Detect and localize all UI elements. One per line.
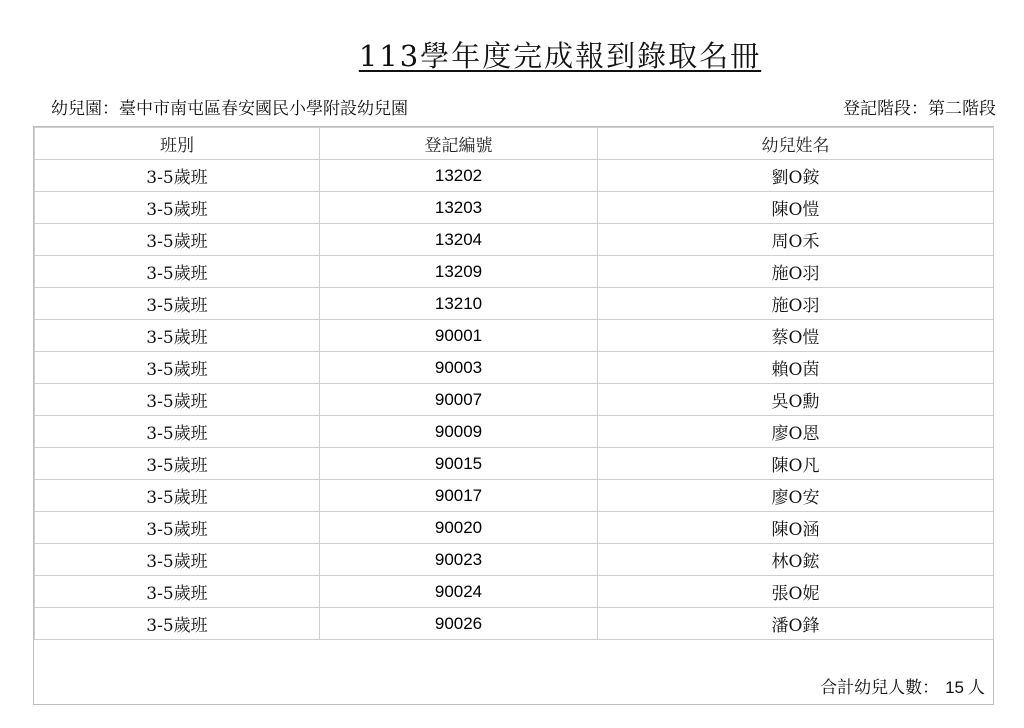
cell-child-name: 林O鋐 <box>598 544 994 576</box>
cell-child-name: 施O羽 <box>598 288 994 320</box>
table-row <box>35 352 994 384</box>
total-label: 合計幼兒人數： <box>820 678 940 698</box>
cell-class: 3-5歲班 <box>35 544 320 576</box>
cell-registration-id: 90003 <box>320 352 598 384</box>
roster-sheet <box>33 126 994 705</box>
cell-child-name: 潘O鋒 <box>598 608 994 640</box>
table-row <box>35 384 994 416</box>
cell-class: 3-5歲班 <box>35 288 320 320</box>
table-row <box>35 512 994 544</box>
table-row <box>35 576 994 608</box>
cell-child-name: 賴O茵 <box>598 352 994 384</box>
cell-class: 3-5歲班 <box>35 384 320 416</box>
cell-registration-id: 13210 <box>320 288 598 320</box>
cell-class: 3-5歲班 <box>35 448 320 480</box>
cell-child-name: 陳O凡 <box>598 448 994 480</box>
meta-row <box>51 94 996 118</box>
table-row <box>35 192 994 224</box>
column-header-id: 登記編號 <box>320 128 598 160</box>
total-unit: 人 <box>968 678 985 698</box>
table-row <box>35 416 994 448</box>
cell-class: 3-5歲班 <box>35 512 320 544</box>
total-count-line <box>820 673 985 698</box>
table-row <box>35 224 994 256</box>
cell-registration-id: 90023 <box>320 544 598 576</box>
table-row <box>35 256 994 288</box>
cell-registration-id: 13209 <box>320 256 598 288</box>
cell-class: 3-5歲班 <box>35 576 320 608</box>
cell-registration-id: 90015 <box>320 448 598 480</box>
total-count: 15 <box>945 678 964 697</box>
cell-class: 3-5歲班 <box>35 480 320 512</box>
column-header-class: 班別 <box>35 128 320 160</box>
cell-child-name: 陳O涵 <box>598 512 994 544</box>
cell-child-name: 劉O銨 <box>598 160 994 192</box>
table-row <box>35 608 994 640</box>
cell-class: 3-5歲班 <box>35 224 320 256</box>
stage-label: 登記階段：第二階段 <box>843 99 996 119</box>
cell-child-name: 廖O安 <box>598 480 994 512</box>
cell-class: 3-5歲班 <box>35 320 320 352</box>
cell-registration-id: 13204 <box>320 224 598 256</box>
document-title-text: 113學年度完成報到錄取名冊 <box>358 39 762 73</box>
table-header-row <box>35 128 994 160</box>
cell-class: 3-5歲班 <box>35 416 320 448</box>
cell-child-name: 施O羽 <box>598 256 994 288</box>
cell-class: 3-5歲班 <box>35 352 320 384</box>
cell-class: 3-5歲班 <box>35 160 320 192</box>
cell-registration-id: 90009 <box>320 416 598 448</box>
roster-body <box>35 160 994 640</box>
table-row <box>35 448 994 480</box>
cell-child-name: 張O妮 <box>598 576 994 608</box>
cell-registration-id: 90007 <box>320 384 598 416</box>
roster-table <box>34 127 994 640</box>
cell-registration-id: 90001 <box>320 320 598 352</box>
cell-child-name: 吳O勳 <box>598 384 994 416</box>
cell-child-name: 蔡O愷 <box>598 320 994 352</box>
column-header-name: 幼兒姓名 <box>598 128 994 160</box>
cell-registration-id: 90020 <box>320 512 598 544</box>
cell-registration-id: 90026 <box>320 608 598 640</box>
cell-class: 3-5歲班 <box>35 608 320 640</box>
cell-child-name: 陳O愷 <box>598 192 994 224</box>
cell-registration-id: 90017 <box>320 480 598 512</box>
table-row <box>35 288 994 320</box>
table-row <box>35 320 994 352</box>
document-title <box>0 34 1024 74</box>
cell-child-name: 周O禾 <box>598 224 994 256</box>
table-row <box>35 480 994 512</box>
cell-class: 3-5歲班 <box>35 192 320 224</box>
cell-registration-id: 13203 <box>320 192 598 224</box>
cell-child-name: 廖O恩 <box>598 416 994 448</box>
kindergarten-label: 幼兒園：臺中市南屯區春安國民小學附設幼兒園 <box>51 99 408 119</box>
table-row <box>35 544 994 576</box>
cell-registration-id: 90024 <box>320 576 598 608</box>
cell-registration-id: 13202 <box>320 160 598 192</box>
cell-class: 3-5歲班 <box>35 256 320 288</box>
table-row <box>35 160 994 192</box>
